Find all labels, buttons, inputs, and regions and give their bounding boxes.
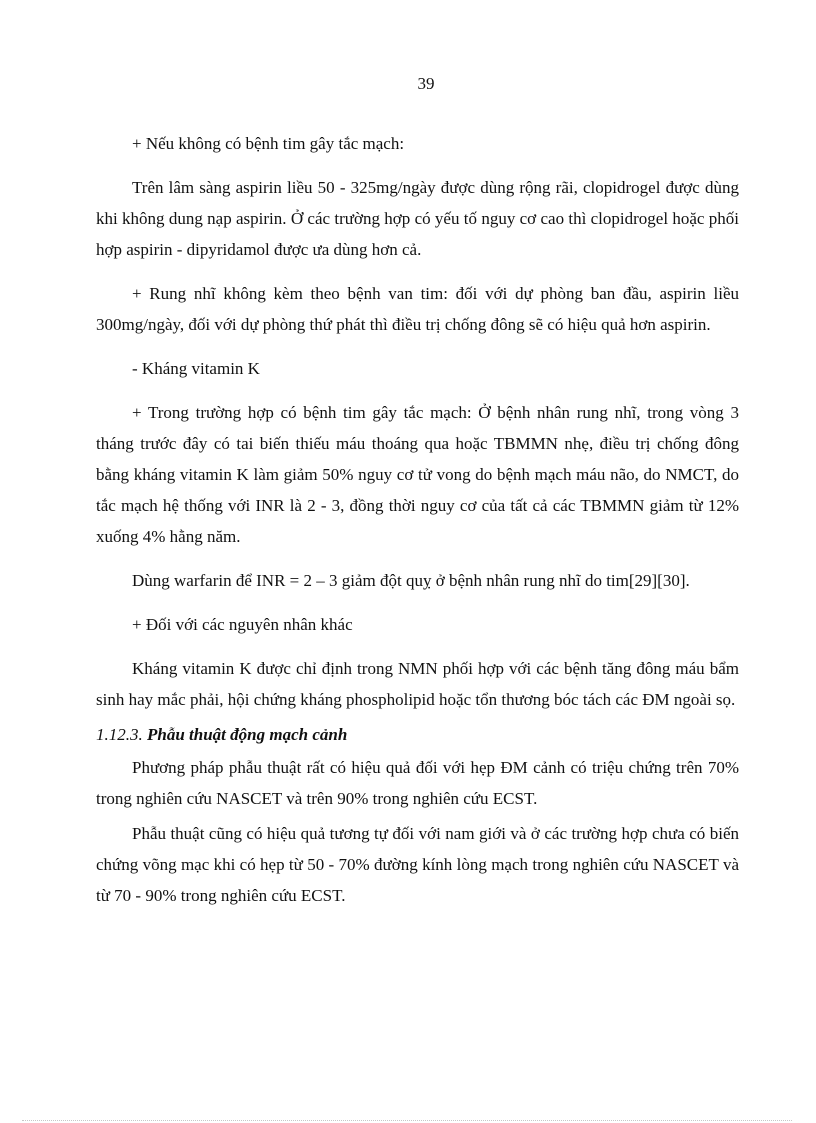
section-heading <box>96 719 739 750</box>
paragraph-no-embolic-heart-disease: + Nếu không có bệnh tim gây tắc mạch: <box>132 134 405 153</box>
paragraph-aspirin-clopidrogel: Trên lâm sàng aspirin liều 50 - 325mg/ngày được dùng rộng rãi, clopidrogel được dùng khi không dung nạp aspirin. Ở các trường hợp có yếu tố nguy cơ cao thì clopidrogel hoặc phối hợp aspirin - dipyridamol được ưa dùng hơn cả. <box>96 178 739 259</box>
paragraph-atrial-fibrillation: + Rung nhĩ không kèm theo bệnh van tim: đối với dự phòng ban đầu, aspirin liều 300mg/ngày, đối với dự phòng thứ phát thì điều trị chống đông sẽ có hiệu quả hơn aspirin. <box>96 284 739 334</box>
paragraph-surgery-effectiveness: Phương pháp phẫu thuật rất có hiệu quả đối với hẹp ĐM cảnh có triệu chứng trên 70% trong nghiên cứu NASCET và trên 90% trong nghiên cứu ECST. <box>96 758 739 808</box>
paragraph-other-causes: + Đối với các nguyên nhân khác <box>132 615 353 634</box>
page-number: 39 <box>417 74 435 93</box>
document-body <box>96 128 739 924</box>
section-number: 1.12.3. <box>96 725 143 744</box>
paragraph-embolic-heart-disease: + Trong trường hợp có bệnh tim gây tắc mạch: Ở bệnh nhân rung nhĩ, trong vòng 3 tháng trước đây có tai biến thiếu máu thoáng qua hoặc TBMMN nhẹ, điều trị chống đông bằng kháng vitamin K làm giảm 50% nguy cơ tử vong do bệnh mạch máu não, do NMCT, do tắc mạch hệ thống với INR là 2 - 3, đồng thời nguy cơ của tất cả các TBMMN giảm từ 12% xuống 4% hằng năm. <box>96 403 739 546</box>
section-title: Phẫu thuật động mạch cảnh <box>147 725 348 744</box>
bottom-dotted-rule <box>22 1120 792 1121</box>
paragraph-warfarin: Dùng warfarin để INR = 2 – 3 giảm đột quỵ ở bệnh nhân rung nhĩ do tim[29][30]. <box>132 571 690 590</box>
paragraph-vitamin-k-indication: Kháng vitamin K được chỉ định trong NMN phối hợp với các bệnh tăng đông máu bẩm sinh hay mắc phải, hội chứng kháng phospholipid hoặc tổn thương bóc tách các ĐM ngoài sọ. <box>96 659 739 709</box>
paragraph-vitamin-k-heading: - Kháng vitamin K <box>132 359 260 378</box>
paragraph-surgery-similar-effect: Phẫu thuật cũng có hiệu quả tương tự đối với nam giới và ở các trường hợp chưa có biến chứng võng mạc khi có hẹp từ 50 - 70% đường kính lòng mạch trong nghiên cứu NASCET và từ 70 - 90% trong nghiên cứu ECST. <box>96 824 739 905</box>
